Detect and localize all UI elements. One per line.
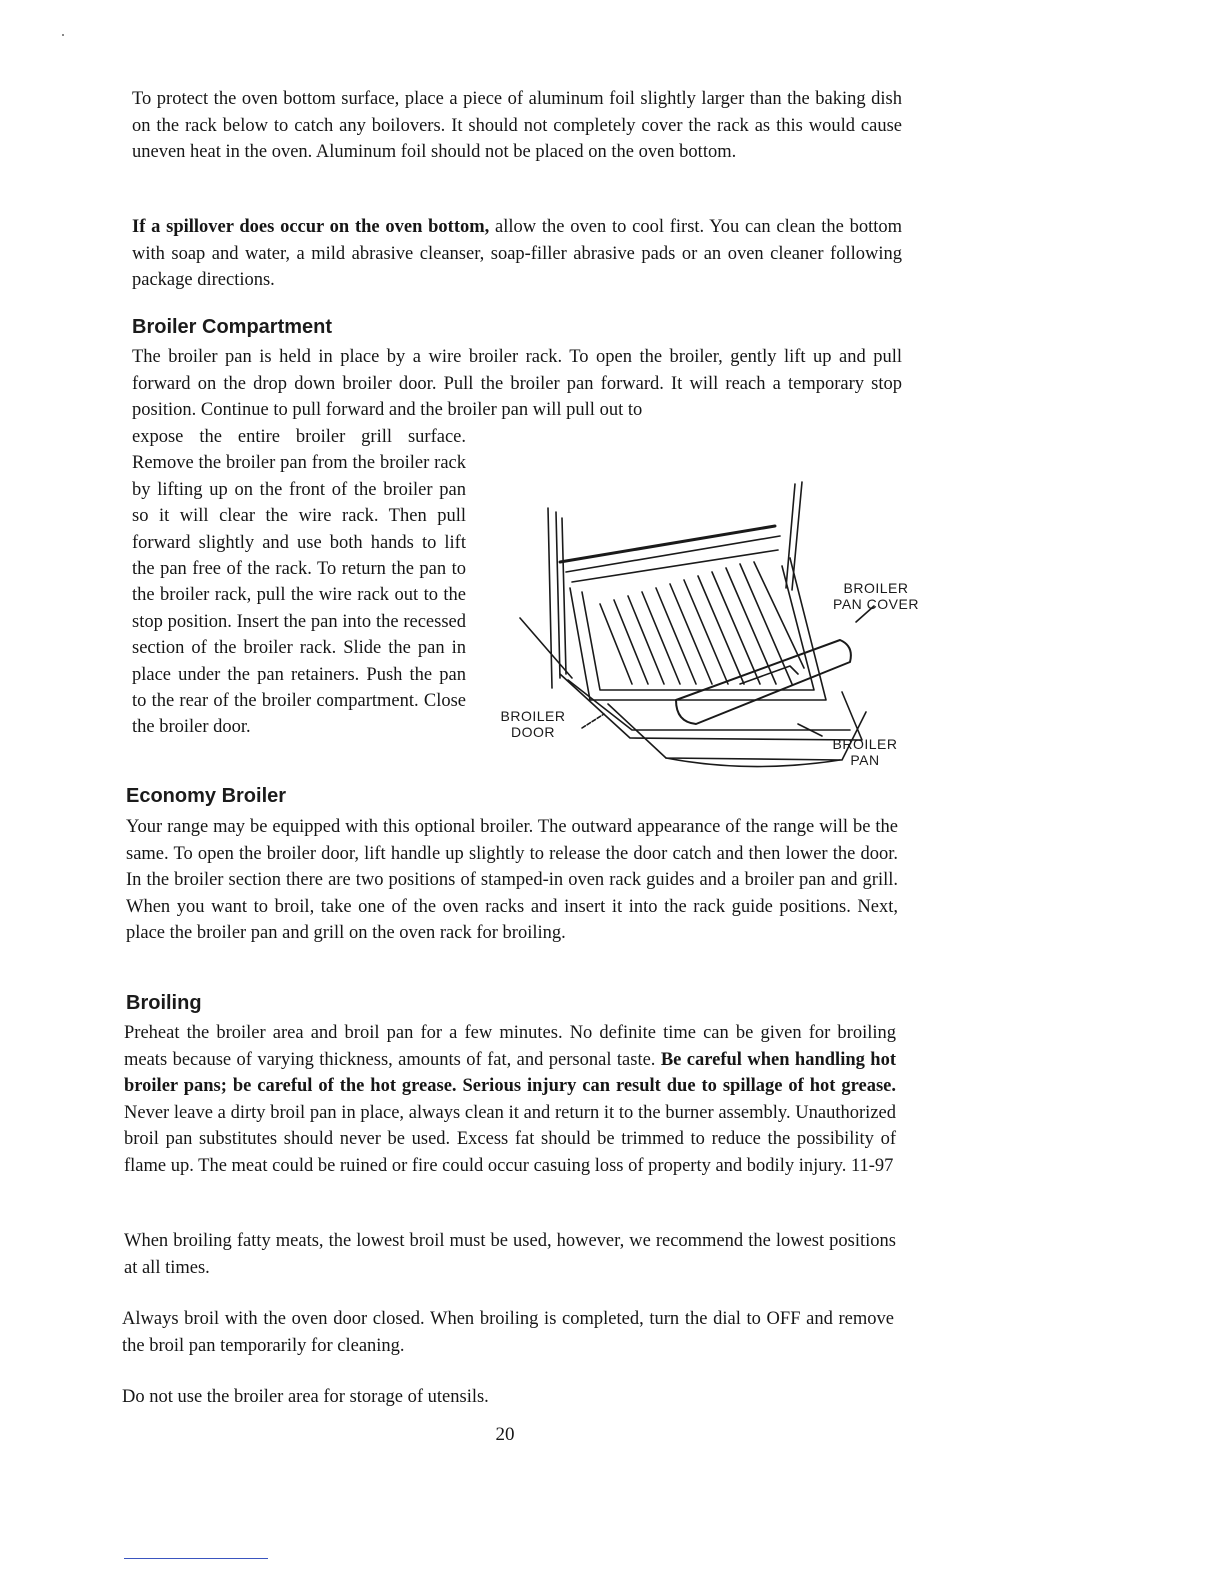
paragraph-economy-broiler: Your range may be equipped with this optional broiler. The outward appearance of the range will be the same. To open the broiler door, lift handle up slightly to release the door catch and then lower the door. In the broiler section there are two positions of stamped-in oven rack guides and a broiler pan and grill. When you want to broil, take one of the oven racks and insert it into the rack guide positions. Next, place the broiler pan and grill on the oven rack for broiling. [126,817,898,943]
paragraph-spillover [132,214,902,294]
leader-door [582,714,604,728]
spillover-rest: allow the oven to cool first. You can clean the bottom with soap and water, a mild abrasive cleanser, soap-filler abrasive pads or an oven cleaner following package directions. [132,217,902,290]
paragraph-door-closed: Always broil with the oven door closed. When broiling is completed, turn the dial to OFF and remove the broil pan temporarily for cleaning. [122,1309,894,1356]
label-pan-cover-line2: PAN COVER [833,596,919,612]
heading-economy-broiler: Economy Broiler [126,785,287,807]
spillover-bold-lead: If a spillover does occur on the oven bottom, [132,217,490,237]
paragraph-broiling [124,1020,896,1179]
heading-broiling: Broiling [126,992,202,1014]
label-broiler-door [492,708,574,740]
broiling-text-b: Never leave a dirty broil pan in place, always clean it and return it to the burner assembly. Unauthorized broil pan substitutes should never be used. Excess fat should be trimmed to reduce the possibility of flame up. The meat could be ruined or fire could occur casuing loss of property and bodily injury. 11-97 [124,1102,896,1176]
label-door-line2: DOOR [511,724,555,740]
broiler-figure [490,478,920,778]
label-pan-cover-line1: BROILER [843,580,909,596]
label-door-line1: BROILER [500,708,566,724]
cabinet-left-edge [548,508,552,688]
label-broiler-pan [822,736,908,768]
heading-broiler-compartment: Broiler Compartment [132,316,333,338]
paragraph-broiler-compartment-wide: The broiler pan is held in place by a wire broiler rack. To open the broiler, gently lift up and pull forward on the drop down broiler door. Pull the broiler pan forward. It will reach a temporary stop position. Continue to pull forward and the broiler pan will pull out to [132,347,902,420]
footnote-rule [124,1558,268,1559]
label-broiler-pan-cover [830,580,922,612]
broiling-text-a: Preheat the broiler area and broil pan for a few minutes. No definite time can be given for broiling meats because of varying thickness, amounts of fat, and personal taste. [124,1023,896,1070]
paragraph-aluminum-foil: To protect the oven bottom surface, place a piece of aluminum foil slightly larger than the baking dish on the rack below to catch any boilovers. It should not completely cover the rack as this would cause uneven heat in the oven. Aluminum foil should not be placed on the oven bottom. [132,89,902,162]
paragraph-storage: Do not use the broiler area for storage of utensils. [122,1387,489,1407]
label-pan-line2: PAN [850,752,880,768]
paragraph-broiler-compartment-narrow: expose the entire broiler grill surface. Remove the broiler pan from the broiler rack by lifting up on the front of the broiler pan so it will clear the wire rack. Then pull forward slightly and use both hands to lift the pan free of the rack. To return the pan to the broiler rack, pull the wire rack out to the stop position. Insert the pan into the recessed section of the broiler rack. Slide the pan in place under the pan retainers. Push the pan to the rear of the broiler compartment. Close the broiler door. [132,427,466,738]
label-pan-line1: BROILER [832,736,898,752]
scan-speck [62,34,64,36]
paragraph-fatty-meats: When broiling fatty meats, the lowest broil must be used, however, we recommend the lowest positions at all times. [124,1231,896,1278]
broiling-warning-bold: Be careful when handling hot broiler pans; be careful of the hot grease. Serious injury can result due to spillage of hot grease. [124,1049,896,1096]
page-number: 20 [495,1424,515,1445]
